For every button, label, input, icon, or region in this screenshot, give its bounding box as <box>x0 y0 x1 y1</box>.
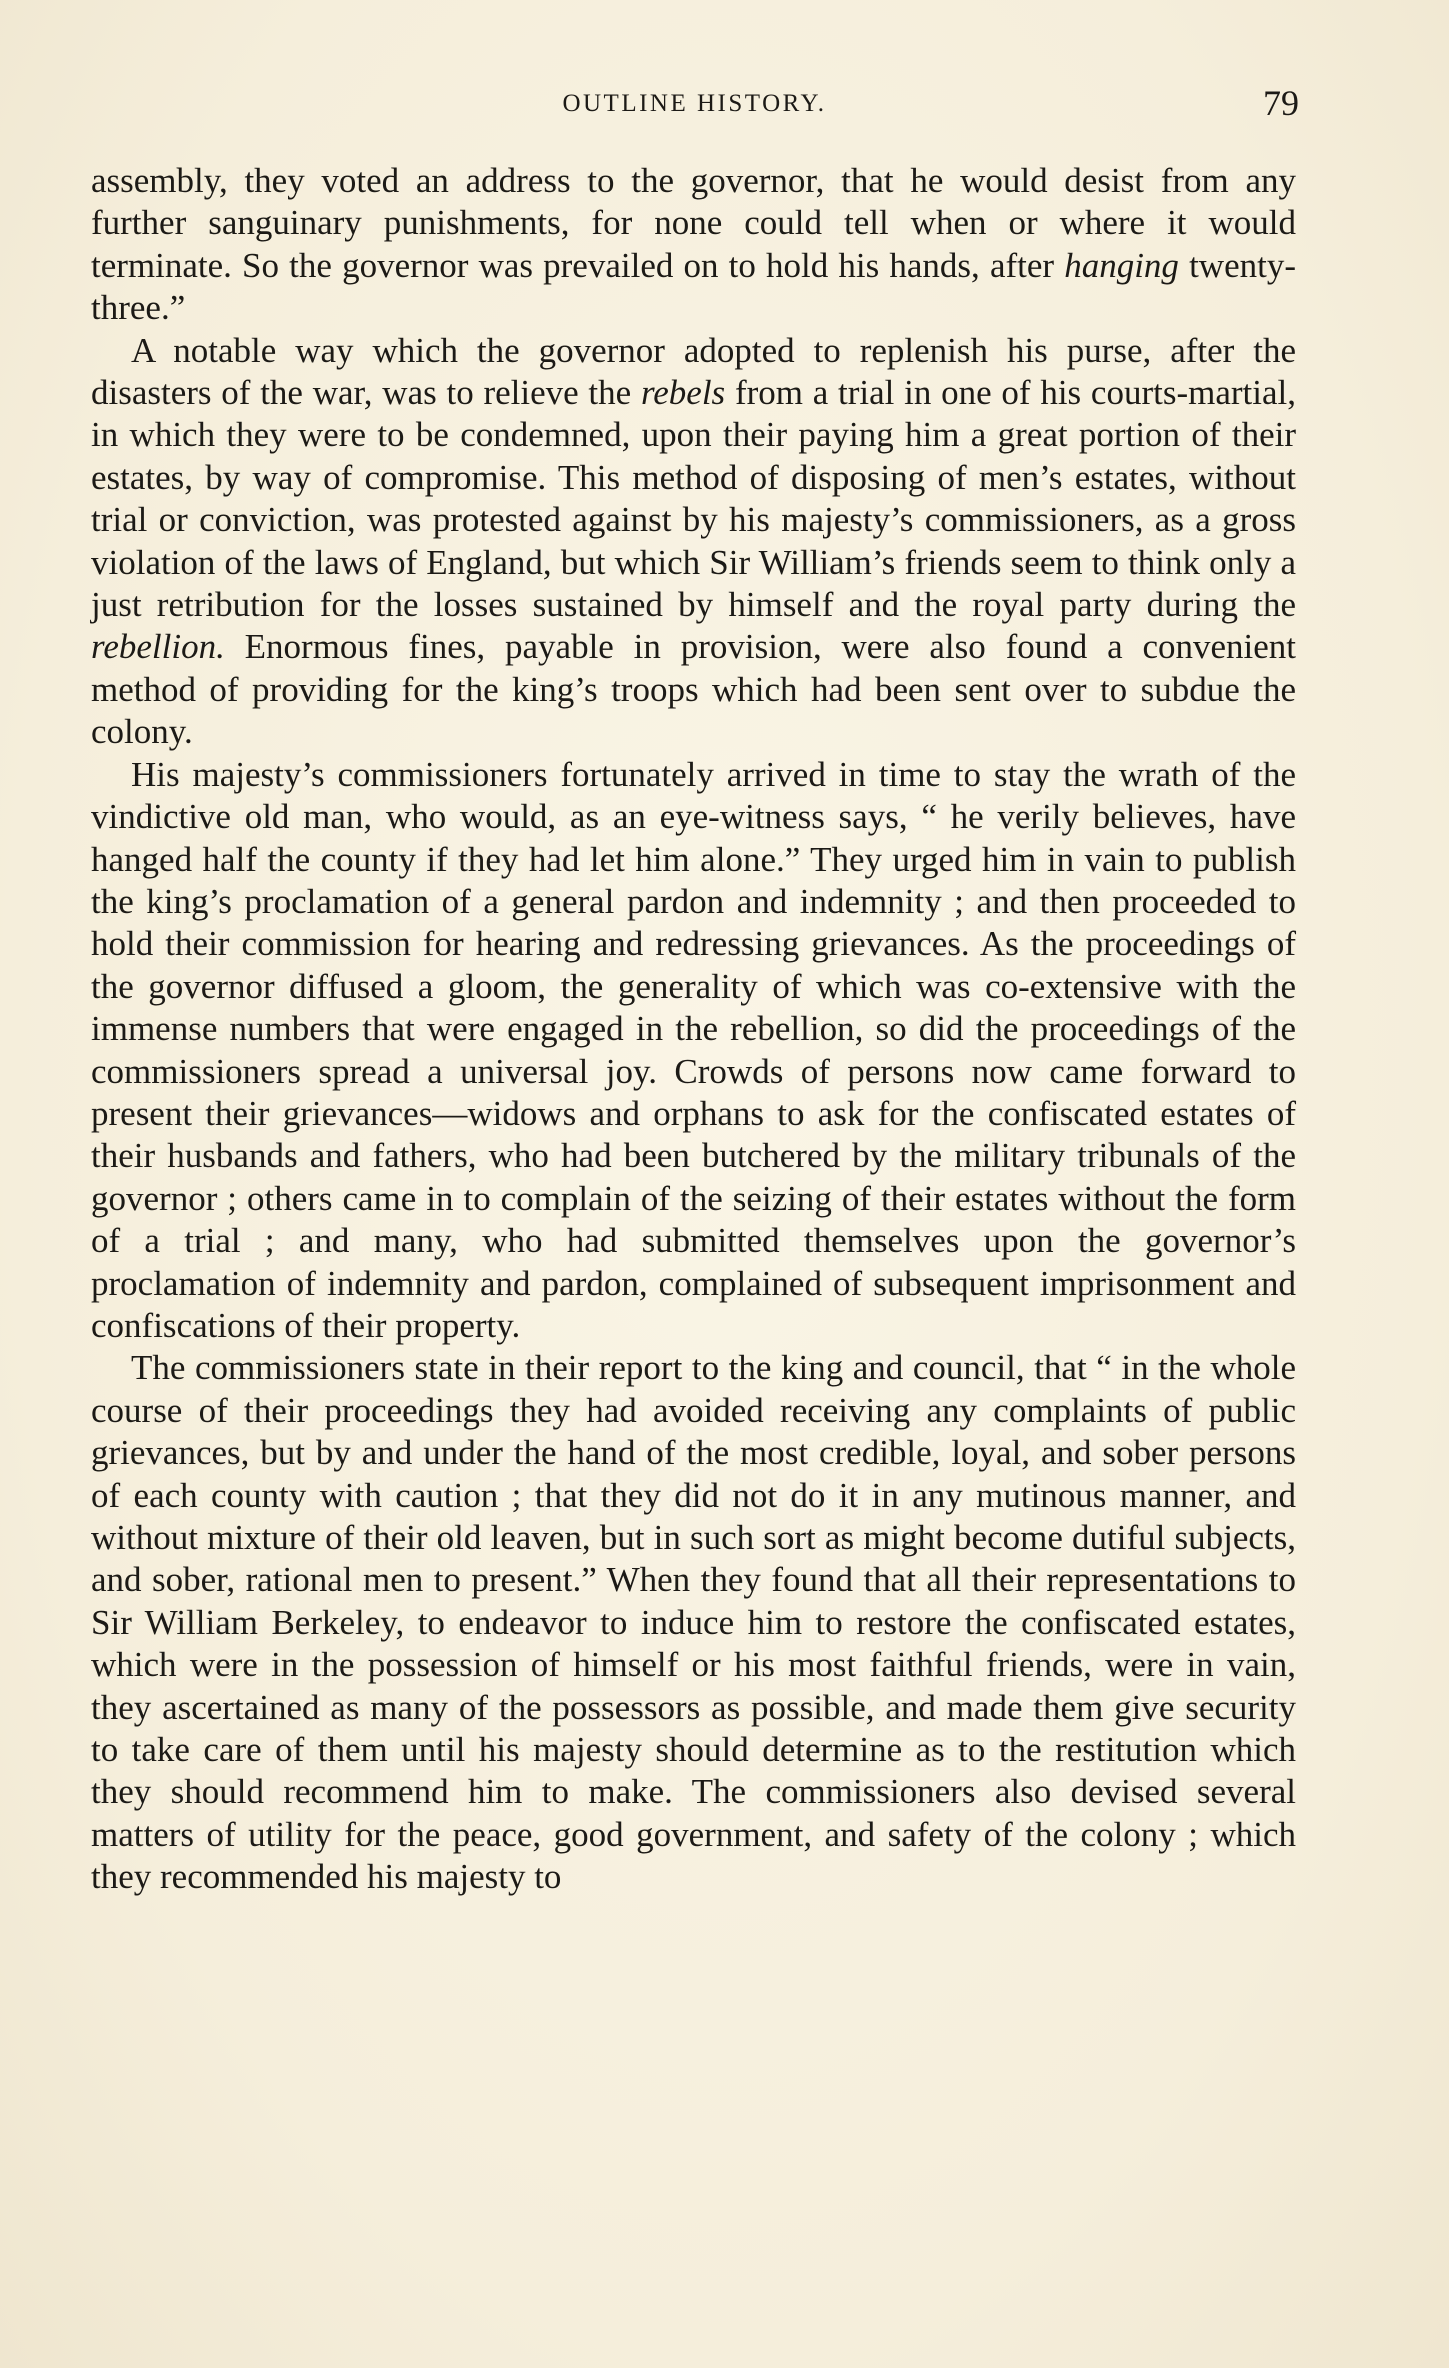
page-header <box>90 82 1299 132</box>
text-run: Enormous fines, payable in provision, were also found a convenient method of providing for the king’s troops which had been sent over to subdue the colony. <box>91 627 1296 752</box>
paragraph: His majesty’s commissioners fortunately arrived in time to stay the wrath of the vindictive old man, who would, as an eye-witness says, “ he verily believes, have hanged half the county if they had let him alone.” They urged him in vain to publish the king’s proclamation of a general pardon and indemnity ; and then proceeded to hold their commission for hearing and redressing grievances. As the proceedings of the governor diffused a gloom, the generality of which was co-extensive with the immense numbers that were engaged in the rebellion, so did the proceedings of the commissioners spread a universal joy. Crowds of persons now came forward to present their grievances—widows and orphans to ask for the confiscated estates of their husbands and fathers, who had been butchered by the military tribunals of the governor ; others came in to complain of the seizing of their estates without the form of a trial ; and many, who had submitted themselves upon the governor’s proclamation of indemnity and pardon, complained of subsequent imprisonment and confiscations of their property. <box>91 754 1296 1345</box>
text-run: twenty-three.” <box>91 245 1296 328</box>
paragraph: The commissioners state in their report to the king and council, that “ in the whole course of their proceedings they had avoided receiving any complaints of public grievances, but by and under the hand of the most credible, loyal, and sober persons of each county with caution ; that they did not do it in any mutinous manner, and without mixture of their old leaven, but in such sort as might become dutiful subjects, and sober, rational men to present.” When they found that all their representations to Sir William Berkeley, to endeavor to induce him to restore the confiscated estates, which were in the possession of himself or his most faithful friends, were in vain, they ascertained as many of the possessors as possible, and made them give security to take care of them until his majesty should determine as to the restitution which they should recommend him to make. The commissioners also devised several matters of utility for the peace, good government, and safety of the colony ; which they recommended his majesty to <box>91 1348 1296 1897</box>
page-number: 79 <box>1263 83 1299 123</box>
italic-text: rebellion. <box>91 627 225 667</box>
paragraph <box>91 330 1296 754</box>
text-run: A notable way which the governor adopted to replenish his purse, after the disasters of the war, was to relieve the <box>91 330 1296 413</box>
text-run: from a trial in one of his courts-martial, in which they were to be condemned, upon their paying him a great portion of their estates, by way of compromise. This method of disposing of men’s estates, without trial or conviction, was protested against by his majesty’s commissioners, as a gross violation of the laws of England, but which Sir William’s friends seem to think only a just retribution for the losses sustained by himself and the royal party during the <box>91 373 1296 625</box>
italic-text: rebels <box>640 373 726 413</box>
italic-text: hanging <box>1064 245 1179 285</box>
text-run: assembly, they voted an address to the governor, that he would desist from any further sanguinary punishments, for none could tell when or where it would terminate. So the governor was prevailed on to hold his hands, after <box>91 161 1296 285</box>
running-head: OUTLINE HISTORY. <box>562 90 827 117</box>
paragraph <box>91 160 1296 330</box>
body-text <box>91 160 1296 1899</box>
